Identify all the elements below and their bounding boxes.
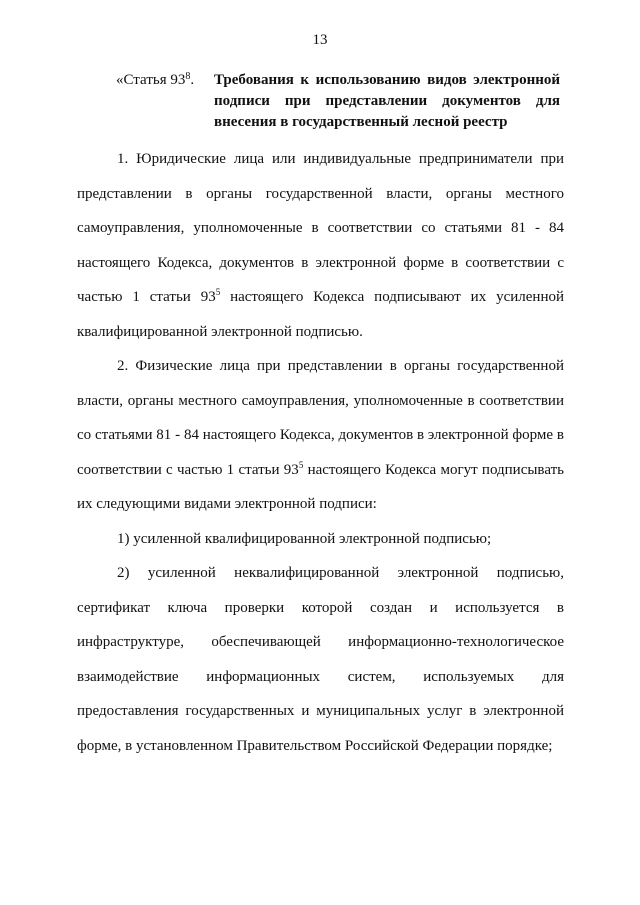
paragraph-1-superscript: 5 <box>215 287 221 297</box>
article-number-superscript: 8 <box>185 71 191 82</box>
article-prefix-dot: . <box>190 72 195 88</box>
paragraph-2-superscript: 5 <box>298 459 304 470</box>
article-title: Требования к использованию видов электронной подписи при представлении документов для внесения в государственный лесной реестр <box>214 72 560 130</box>
paragraph-2 <box>77 349 564 522</box>
paragraph-1-text: 1. Юридические лица или индивидуальные предприниматели при представлении в органы государственной власти, органы местного самоуправления, уполномоченные в соответствии со статьями 81 - 84 настоящего Кодекса, документов в электронной форме в соответствии с частью 1 статьи 93 <box>77 151 564 305</box>
paragraph-2-tail: настоящего Кодекса могут подписывать их следующими видами электронной подписи: <box>77 461 564 512</box>
article-prefix-text: «Статья 93 <box>116 72 186 88</box>
list-item-1: 1) усиленной квалифицированной электронной подписью; <box>117 530 492 547</box>
document-body <box>77 142 564 763</box>
page-number: 13 <box>312 32 328 48</box>
article-heading <box>116 70 560 133</box>
paragraph-1 <box>77 142 564 349</box>
list-item-2: 2) усиленной неквалифицированной электронной подписью, сертификат ключа проверки которой создан и используется в инфраструктуре, обеспечивающей информационно-технологическое взаимодействие информационных систем, используемых для предоставления государственных и муниципальных услуг в электронной форме, в установленном Правительством Российской Федерации порядке; <box>77 565 564 754</box>
article-number <box>116 70 214 91</box>
paragraph-2-text: 2. Физические лица при представлении в органы государственной власти, органы местного самоуправления, уполномоченные в соответствии со статьями 81 - 84 настоящего Кодекса, документов в электронной форме в соответствии с частью 1 статьи 93 <box>77 358 564 478</box>
paragraph-1-tail: настоящего Кодекса подписывают их усиленной квалифицированной электронной подписью. <box>77 289 564 340</box>
